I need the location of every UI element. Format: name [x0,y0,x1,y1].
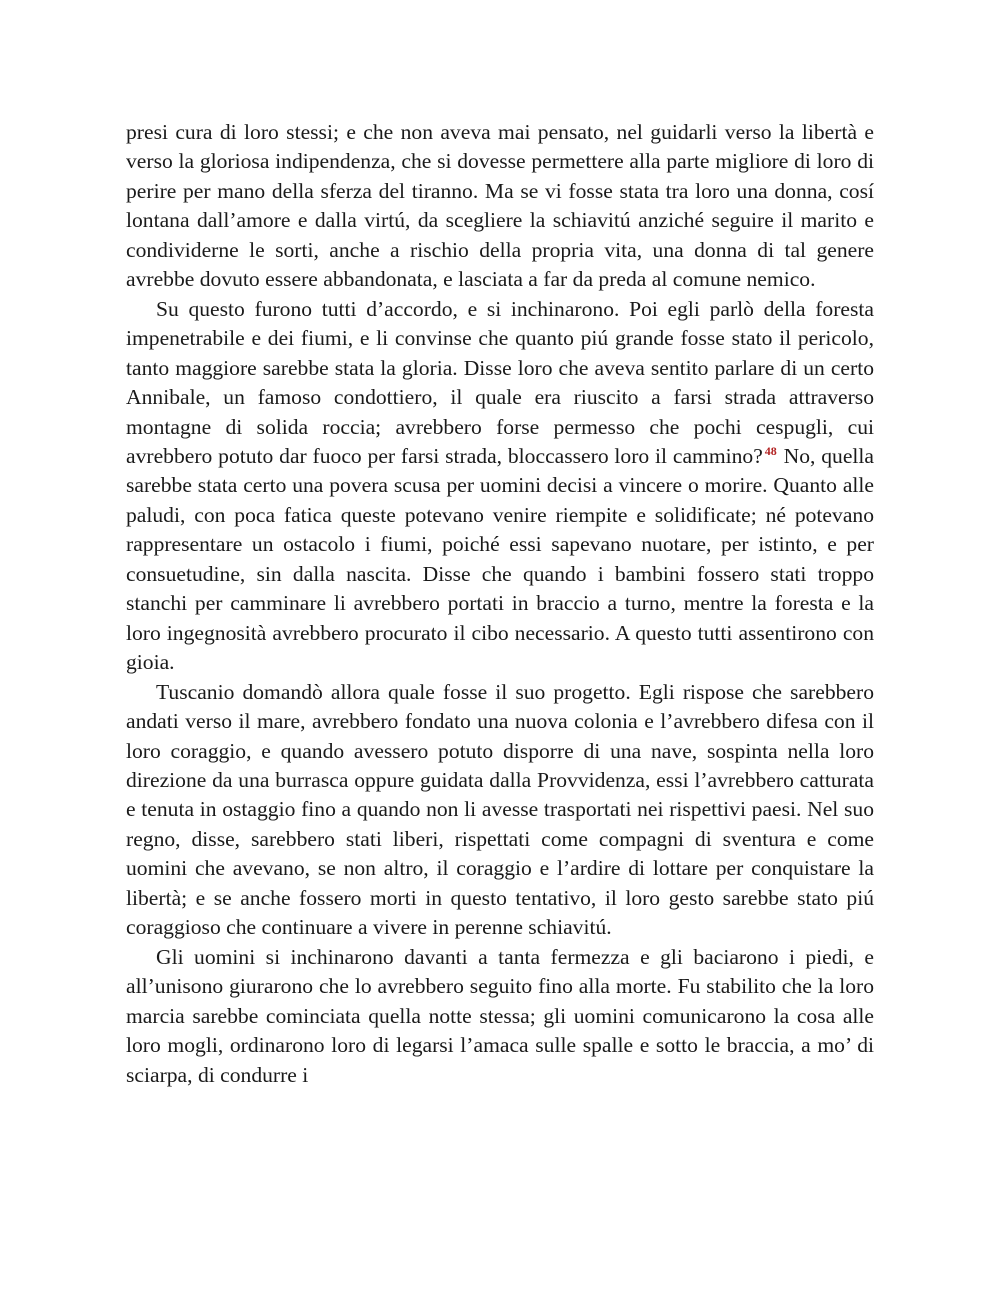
page-body [126,118,874,1090]
paragraph-1: presi cura di loro stessi; e che non aveva mai pensato, nel guidarli verso la libertà e verso la gloriosa indipendenza, che si dovesse permettere alla parte migliore di loro di perire per mano della sferza del tiranno. Ma se vi fosse stata tra loro una donna, cosí lontana dall’amore e dalla virtú, da scegliere la schiavitú anziché seguire il marito e condividerne le sorti, anche a rischio della propria vita, una donna di tal genere avrebbe dovuto essere abbandonata, e lasciata a far da preda al comune nemico. [126,120,874,292]
paragraph-2 [126,295,874,678]
paragraph-2-text-before-note: Su questo furono tutti d’accordo, e si inchinarono. Poi egli parlò della foresta impenetrabile e dei fiumi, e li convinse che quanto piú grande fosse stato il pericolo, tanto maggiore sarebbe stata la gloria. Disse loro che aveva sentito parlare di un certo Annibale, un famoso condottiero, il quale era riuscito a farsi strada attraverso montagne di solida roccia; avrebbero forse permesso che pochi cespugli, cui avrebbero potuto dar fuoco per farsi strada, bloccassero loro il cammino? [126,296,874,468]
paragraph-4: Gli uomini si inchinarono davanti a tanta fermezza e gli baciarono i piedi, e all’unisono giurarono che lo avrebbero seguito fino alla morte. Fu stabilito che la loro marcia sarebbe cominciata quella notte stessa; gli uomini comunicarono la cosa alle loro mogli, ordinarono loro di legarsi l’amaca sulle spalle e sotto le braccia, a mo’ di sciarpa, di condurre i [126,944,874,1087]
footnote-ref-link[interactable]: 48 [764,443,777,458]
paragraph-3: Tuscanio domandò allora quale fosse il suo progetto. Egli rispose che sarebbero andati verso il mare, avrebbero fondato una nuova colonia e l’avrebbero difesa con il loro coraggio, e quando avessero potuto disporre di una nave, sospinta nella loro direzione da una burrasca oppure guidata dalla Provvidenza, essi l’avrebbero catturata e tenuta in ostaggio fino a quando non li avesse trasportati nei rispettivi paesi. Nel suo regno, disse, sarebbero stati liberi, rispettati come compagni di sventura e come uomini che avevano, se non altro, il coraggio e l’ardire di lottare per conquistare la libertà; e se anche fossero morti in questo tentativo, il loro gesto sarebbe stato piú coraggioso che continuare a vivere in perenne schiavitú. [126,679,874,940]
paragraph-2-text-after-note: No, quella sarebbe stata certo una povera scusa per uomini decisi a vincere o morire. Quanto alle paludi, con poca fatica queste potevano venire riempite e solidificate; né potevano rappresentare un ostacolo i fiumi, poiché essi sapevano nuotare, per istinto, e per consuetudine, sin dalla nascita. Disse che quando i bambini fossero stati troppo stanchi per camminare li avrebbero portati in braccio a turno, mentre la foresta e la loro ingegnosità avrebbero procurato il cibo necessario. A questo tutti assentirono con gioia. [126,443,874,675]
